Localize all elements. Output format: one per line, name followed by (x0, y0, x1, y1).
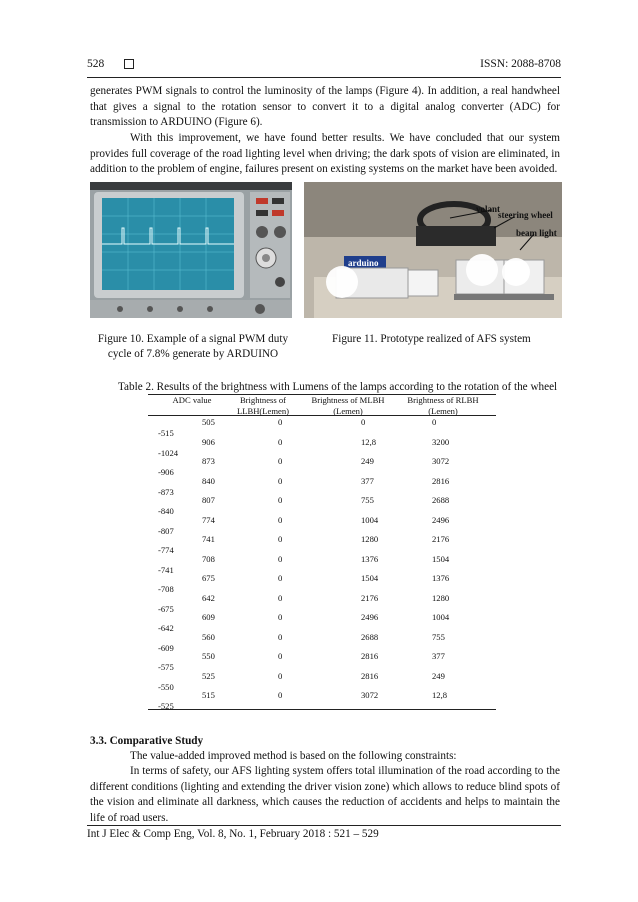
llbh-cell: 0 (278, 612, 283, 622)
section-heading: 3.3. Comparative Study (90, 735, 204, 747)
adc-start-cell: 515 (202, 690, 215, 700)
table-header-adc: ADC value (172, 395, 212, 405)
llbh-cell: 0 (278, 670, 283, 681)
mlbh-cell: 755 (361, 495, 374, 505)
table-row (148, 534, 496, 553)
oscilloscope-image (90, 182, 292, 318)
adc-start-cell: 642 (202, 592, 215, 603)
table-header-rule (148, 415, 496, 416)
table-row (148, 554, 496, 573)
llbh-cell: 0 (278, 436, 283, 447)
table-caption: Table 2. Results of the brightness with Lumens of the lamps according to the rotation of the wheel (118, 381, 558, 393)
rlbh-cell: 2176 (432, 534, 450, 544)
adc-start-cell: 675 (202, 573, 215, 583)
table-row (148, 476, 496, 495)
adc-start-cell: 708 (202, 553, 215, 564)
llbh-cell: 0 (278, 651, 283, 661)
table-header-mlbh: Brightness of MLBH (Lemen) (311, 395, 385, 416)
table-bottom-rule (148, 709, 496, 710)
adc-end-cell: -675 (158, 603, 174, 614)
table-row (148, 417, 496, 436)
adc-end-cell: -840 (158, 506, 174, 516)
adc-start-cell: 550 (202, 651, 215, 661)
rlbh-cell: 1280 (432, 592, 450, 603)
figure-11-prototype (304, 182, 562, 318)
section-paragraph-1: The value-added improved method is based on the following constraints: (130, 750, 457, 762)
section-paragraph-2: In terms of safety, our AFS lighting system offers total illumination of the road according to the different conditions (lighting and extending the driver vision zone) which allows to reduce blind spots of the vision and eliminate all darkness, which causes the reduction of accidents and helps to maintain the life of road users. (90, 765, 560, 824)
rlbh-cell: 3072 (432, 456, 450, 466)
rlbh-cell: 2816 (432, 475, 450, 486)
figure-11-caption: Figure 11. Prototype realized of AFS system (332, 333, 531, 345)
llbh-cell: 0 (278, 690, 283, 700)
table-row (148, 573, 496, 592)
table-row (148, 456, 496, 475)
adc-end-cell: -515 (158, 428, 174, 438)
rlbh-cell: 755 (432, 631, 445, 642)
square-icon (124, 59, 134, 69)
rlbh-cell: 3200 (432, 436, 450, 447)
adc-start-cell: 873 (202, 456, 215, 466)
table-row (148, 632, 496, 651)
llbh-cell: 0 (278, 456, 283, 466)
label-steering-wheel: steering wheel (498, 210, 553, 220)
adc-end-cell: -525 (158, 701, 174, 711)
mlbh-cell: 2816 (361, 651, 379, 661)
table-header-llbh: Brightness of LLBH(Lemen) (236, 395, 290, 416)
adc-end-cell: -1024 (158, 447, 179, 458)
adc-start-cell: 741 (202, 534, 215, 544)
adc-start-cell: 906 (202, 436, 215, 447)
header-rule (87, 77, 561, 78)
adc-start-cell: 840 (202, 475, 215, 486)
table-row (148, 495, 496, 514)
llbh-cell: 0 (278, 534, 283, 544)
llbh-cell: 0 (278, 417, 283, 427)
table-row (148, 612, 496, 631)
llbh-cell: 0 (278, 514, 283, 525)
mlbh-cell: 1280 (361, 534, 379, 544)
label-beam-light: beam light (516, 228, 557, 238)
adc-start-cell: 774 (202, 514, 215, 525)
llbh-cell: 0 (278, 573, 283, 583)
llbh-cell: 0 (278, 592, 283, 603)
mlbh-cell: 249 (361, 456, 374, 466)
adc-end-cell: -575 (158, 662, 174, 672)
rlbh-cell: 1504 (432, 553, 450, 564)
table-row (148, 671, 496, 690)
rlbh-cell: 1004 (432, 612, 450, 622)
adc-end-cell: -873 (158, 486, 174, 497)
adc-end-cell: -774 (158, 545, 174, 555)
mlbh-cell: 3072 (361, 690, 379, 700)
adc-start-cell: 609 (202, 612, 215, 622)
rlbh-cell: 249 (432, 670, 445, 681)
adc-start-cell: 560 (202, 631, 215, 642)
figure-10-oscilloscope (90, 182, 292, 318)
mlbh-cell: 0 (361, 417, 366, 427)
figure-10-caption: Figure 10. Example of a signal PWM duty cycle of 7.8% generate by ARDUINO (97, 333, 289, 360)
adc-end-cell: -642 (158, 623, 174, 633)
mlbh-cell: 1004 (361, 514, 379, 525)
mlbh-cell: 1504 (361, 573, 379, 583)
llbh-cell: 0 (278, 495, 283, 505)
adc-end-cell: -906 (158, 467, 174, 477)
rlbh-cell: 2496 (432, 514, 450, 525)
table-row (148, 515, 496, 534)
issn: ISSN: 2088-8708 (480, 58, 561, 70)
rlbh-cell: 12,8 (432, 690, 448, 700)
mlbh-cell: 12,8 (361, 436, 377, 447)
adc-end-cell: -741 (158, 564, 174, 575)
table-row (148, 690, 496, 709)
table-row (148, 651, 496, 670)
rlbh-cell: 2688 (432, 495, 450, 505)
prototype-image (304, 182, 562, 318)
label-arduino: arduino (348, 258, 379, 268)
mlbh-cell: 377 (361, 475, 374, 486)
mlbh-cell: 2176 (361, 592, 379, 603)
llbh-cell: 0 (278, 553, 283, 564)
table-row (148, 593, 496, 612)
page-number: 528 (87, 58, 105, 70)
rlbh-cell: 1376 (432, 573, 450, 583)
adc-end-cell: -609 (158, 642, 174, 653)
mlbh-cell: 2816 (361, 670, 379, 681)
footer-rule (87, 825, 561, 826)
label-volant: volant (476, 204, 501, 214)
adc-end-cell: -807 (158, 525, 174, 536)
mlbh-cell: 2688 (361, 631, 379, 642)
mlbh-cell: 1376 (361, 553, 379, 564)
table-header-rlbh: Brightness of RLBH (Lemen) (407, 395, 479, 416)
table-row (148, 437, 496, 456)
adc-start-cell: 505 (202, 417, 215, 427)
adc-start-cell: 807 (202, 495, 215, 505)
adc-end-cell: -708 (158, 584, 174, 594)
intro-paragraph-2: With this improvement, we have found better results. We have concluded that our system provides full coverage of the road lighting level when driving; the dark spots of vision are eliminated, in addition to the problem of engine, failures present on existing systems on the market have been avoided. (90, 132, 560, 175)
page-header (87, 58, 561, 78)
footer-citation: Int J Elec & Comp Eng, Vol. 8, No. 1, February 2018 : 521 – 529 (87, 828, 379, 840)
llbh-cell: 0 (278, 475, 283, 486)
adc-start-cell: 525 (202, 670, 215, 681)
llbh-cell: 0 (278, 631, 283, 642)
rlbh-cell: 377 (432, 651, 445, 661)
rlbh-cell: 0 (432, 417, 437, 427)
adc-end-cell: -550 (158, 681, 174, 692)
mlbh-cell: 2496 (361, 612, 379, 622)
intro-paragraph-1: generates PWM signals to control the luminosity of the lamps (Figure 4). In addition, a real handwheel that gives a signal to the rotation sensor to convert it to a digital analog converter (ADC) for transmission to ARDUINO (Figure 6). (90, 85, 560, 128)
